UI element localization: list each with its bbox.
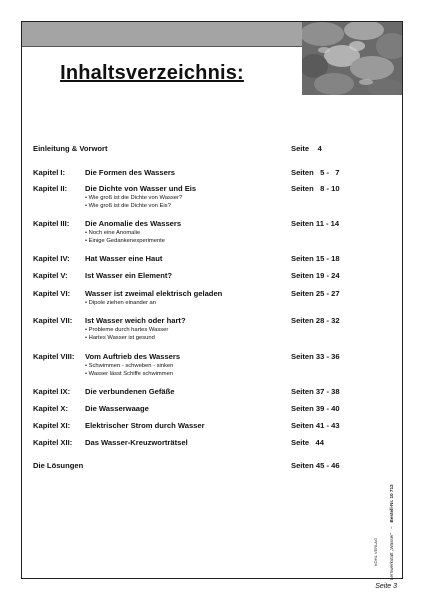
- toc-subtopics: [85, 300, 156, 308]
- publisher-logo-text: KOHL VERLAG: [373, 537, 378, 566]
- page-number: Seite 3: [375, 583, 397, 590]
- toc-subtopic: • Wasser lässt Schiffe schwimmen: [85, 370, 174, 377]
- toc-subtopics: [85, 195, 182, 211]
- toc-page-range: Seite 44: [291, 438, 324, 447]
- toc-subtopic: • Wie groß ist die Dichte von Wasser?: [85, 195, 183, 201]
- toc-chapter-title: Vom Auftrieb des Wassers: [85, 352, 181, 361]
- toc-chapter-title: Die Wasserwaage: [85, 404, 149, 413]
- toc-chapter-label: Kapitel XII:: [33, 438, 73, 447]
- toc-subtopics: [85, 363, 173, 379]
- toc-chapter-label: Kapitel VIII:: [33, 352, 75, 361]
- toc-chapter-label: Kapitel III:: [33, 219, 70, 228]
- toc-chapter-title: Die Dichte von Wasser und Eis: [85, 184, 197, 193]
- toc-page-range: Seiten 33 - 36: [291, 352, 340, 361]
- toc-page-range: Seiten 41 - 43: [291, 421, 340, 430]
- toc-chapter-title: Einleitung & Vorwort: [33, 144, 108, 153]
- toc-page-range: Seiten 11 - 14: [291, 219, 340, 228]
- toc-chapter-title: Elektrischer Strom durch Wasser: [85, 421, 205, 430]
- toc-chapter-title: Die Formen des Wassers: [85, 168, 176, 177]
- toc-chapter-title: Die verbundenen Gefäße: [85, 387, 175, 396]
- toc-page-range: Seiten 37 - 38: [291, 387, 340, 396]
- header-bar: [22, 22, 302, 47]
- toc-chapter-title: Hat Wasser eine Haut: [85, 254, 163, 263]
- water-stones-photo: [302, 22, 402, 95]
- side-product-text: Lernwerkstatt „Wasser“ – Bestell-Nr. 10 713: [389, 484, 394, 580]
- toc-chapter-title: Ist Wasser ein Element?: [85, 271, 173, 280]
- toc-chapter-title: Die Anomalie des Wassers: [85, 219, 182, 228]
- toc-chapter-title: Wasser ist zweimal elektrisch geladen: [85, 289, 223, 298]
- toc-page-range: Seiten 19 - 24: [291, 271, 340, 280]
- toc-chapter-label: Kapitel II:: [33, 184, 68, 193]
- toc-chapter-title: Ist Wasser weich oder hart?: [85, 316, 186, 325]
- publisher-logo: [373, 538, 378, 566]
- page-title: Inhaltsverzeichnis:: [60, 62, 244, 84]
- toc-chapter-label: Kapitel V:: [33, 271, 68, 280]
- toc-page-range: Seiten 15 - 18: [291, 254, 340, 263]
- toc-subtopic: • Dipole ziehen einander an: [85, 300, 156, 306]
- toc-page-range: Seiten 25 - 27: [291, 289, 340, 298]
- side-product: Lernwerkstatt „Wasser“: [389, 532, 394, 580]
- toc-chapter-label: Kapitel IV:: [33, 254, 70, 263]
- toc-chapter-label: Kapitel X:: [33, 404, 69, 413]
- toc-subtopic: • Wie groß ist die Dichte von Eis?: [85, 202, 171, 209]
- toc-page-range: Seiten 8 - 10: [291, 184, 340, 193]
- toc-subtopic: • Hartes Wasser ist gesund: [85, 334, 155, 341]
- toc-page-range: Seite 4: [291, 144, 322, 153]
- toc-subtopic: • Noch eine Anomalie: [85, 230, 141, 236]
- toc-chapter-label: Kapitel VII:: [33, 316, 73, 325]
- toc-subtopic: • Probleme durch hartes Wasser: [85, 327, 169, 333]
- toc-subtopic: • Einige Gedankenexperimente: [85, 237, 166, 244]
- side-note: [367, 484, 397, 580]
- toc-subtopics: [85, 230, 165, 246]
- toc-subtopic: • Schwimmen - schweben - sinken: [85, 363, 174, 369]
- toc-chapter-label: Kapitel IX:: [33, 387, 71, 396]
- toc-page-range: Seiten 39 - 40: [291, 404, 340, 413]
- toc-chapter-title: Das Wasser-Kreuzworträtsel: [85, 438, 188, 447]
- toc-chapter-title: Die Lösungen: [33, 461, 84, 470]
- toc-subtopics: [85, 327, 168, 343]
- toc-page-range: Seiten 45 - 46: [291, 461, 340, 470]
- page-frame: [21, 21, 403, 579]
- side-order-number: Bestell-Nr. 10 713: [389, 484, 394, 523]
- toc-chapter-label: Kapitel XI:: [33, 421, 71, 430]
- toc-chapter-label: Kapitel I:: [33, 168, 66, 177]
- toc-chapter-label: Kapitel VI:: [33, 289, 71, 298]
- toc-page-range: Seiten 5 - 7: [291, 168, 340, 177]
- toc-page-range: Seiten 28 - 32: [291, 316, 340, 325]
